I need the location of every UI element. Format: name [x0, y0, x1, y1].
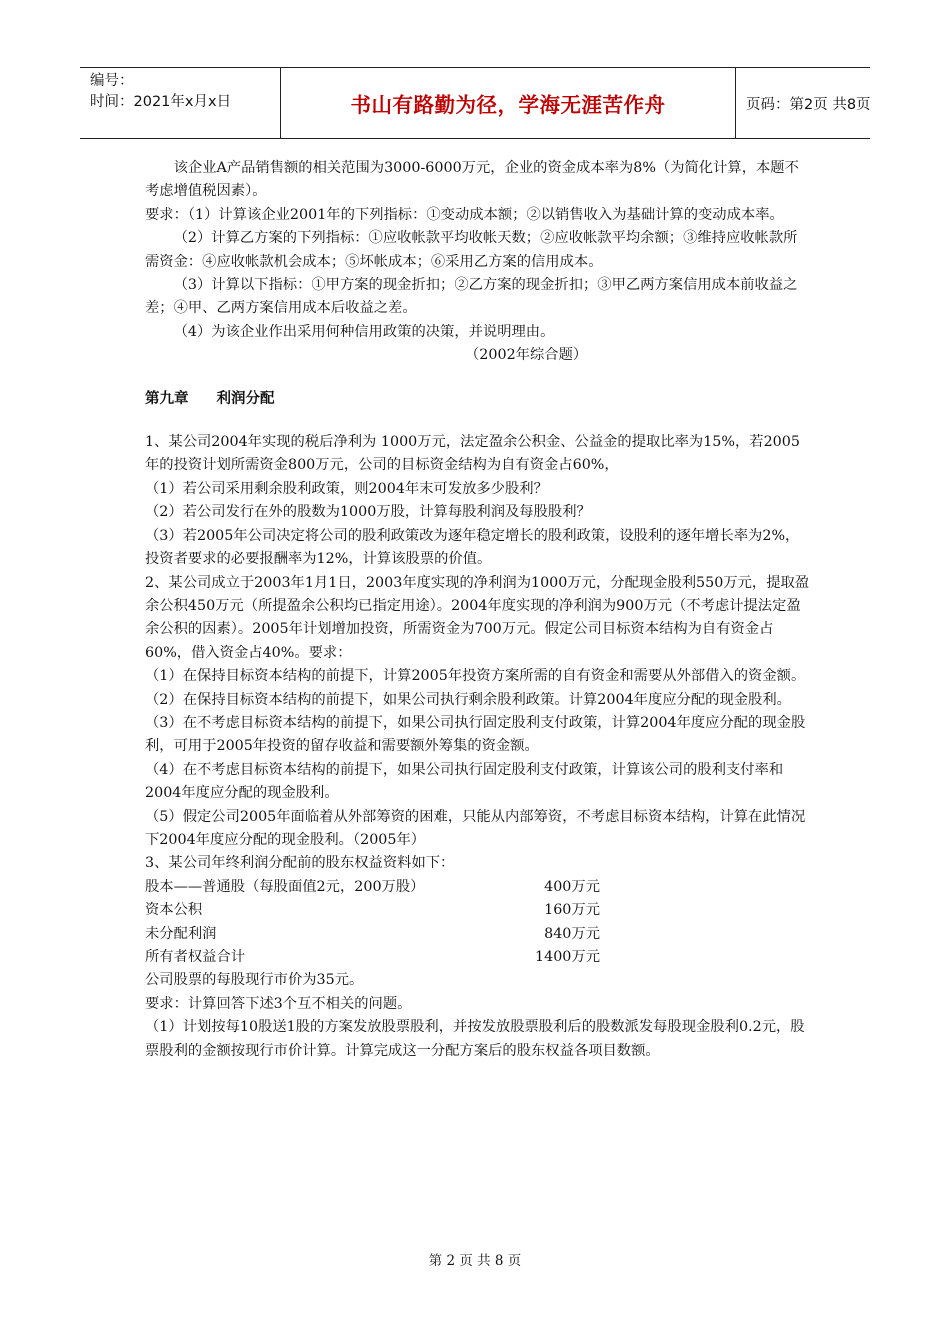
paragraph: 该企业A产品销售额的相关范围为3000-6000万元，企业的资金成本率为8%（为简化计算，本题不考虑增值税因素）。 — [145, 160, 799, 200]
header-date: 时间：2021年x月x日 — [90, 94, 232, 110]
equity-value: 1400万元 — [535, 949, 600, 965]
paragraph: 公司股票的每股现行市价为35元。 — [145, 972, 364, 989]
paragraph: 要求：（1）计算该企业2001年的下列指标：①变动成本额；②以销售收入为基础计算的变动成本率。 — [145, 206, 784, 223]
equity-label: 股本——普通股（每股面值2元，200万股） — [145, 878, 425, 895]
sub-question: （1）若公司采用剩余股利政策，则2004年末可发放多少股利？ — [145, 480, 548, 497]
header-motto-cell — [280, 68, 736, 138]
chapter-title: 利润分配 — [216, 390, 275, 407]
paragraph: 要求：计算回答下述3个互不相关的问题。 — [145, 995, 412, 1012]
sub-question: （1）在保持目标资本结构的前提下，计算2005年投资方案所需的自有资金和需要从外部借入的资金额。 — [145, 668, 806, 685]
sub-question: （1）计划按每10股送1股的方案发放股票股利，并按发放股票股利后的股数派发每股现金股利0.2元，股票股利的金额按现行市价计算。计算完成这一分配方案后的股东权益各项目数额。 — [145, 1019, 805, 1059]
paragraph: （3）计算以下指标：①甲方案的现金折扣；②乙方案的现金折扣；③甲乙两方案信用成本前收益之差；④甲、乙两方案信用成本后收益之差。 — [145, 277, 798, 317]
source-note: （2002年综合题） — [465, 347, 588, 364]
header-motto: 书山有路勤为径，学海无涯苦作舟 — [350, 93, 666, 117]
sub-question: （3）若2005年公司决定将公司的股利政策改为逐年稳定增长的股利政策，设股利的逐年增长率为2%，投资者要求的必要报酬率为12%，计算该股票的价值。 — [145, 527, 800, 568]
page-header — [80, 67, 870, 139]
document-body — [145, 157, 810, 1063]
sub-question: （5）假定公司2005年面临着从外部筹资的困难，只能从内部筹资，不考虑目标资本结构，计算在此情况下2004年度应分配的现金股利。（2005年） — [145, 808, 806, 848]
header-meta — [80, 68, 280, 141]
sub-question: （2）若公司发行在外的股数为1000万股，计算每股利润及每股股利？ — [145, 504, 591, 521]
chapter-heading — [145, 388, 810, 411]
equity-label: 未分配利润 — [145, 925, 217, 942]
paragraph: （4）为该企业作出采用何种信用政策的决策，并说明理由。 — [173, 323, 555, 340]
equity-value: 160万元 — [544, 902, 600, 919]
equity-row — [145, 876, 810, 899]
equity-label: 资本公积 — [145, 902, 203, 919]
equity-table — [145, 876, 810, 970]
equity-value: 400万元 — [544, 878, 600, 895]
chapter-number: 第九章 — [145, 390, 189, 407]
question: 1、某公司2004年实现的税后净利为 1000万元，法定盈余公积金、公益金的提取比率为15%，若2005年的投资计划所需资金800万元，公司的目标资金结构为自有资金占60%， — [145, 434, 800, 474]
question: 2、某公司成立于2003年1月1日，2003年度实现的净利润为1000万元，分配现金股利550万元，提取盈余公积450万元（所提盈余公积均已指定用途）。2004年度实现的净利润为900万元（不考虑计提法定盈余公积的因素）。2005年计划增加投资，所需资金为700万元。假定公司目标资本结构为自有资金占60%，借入资金占40%。要求： — [145, 574, 810, 661]
page-footer: 第 2 页 共 8 页 — [428, 1253, 522, 1269]
equity-row — [145, 946, 810, 969]
equity-row — [145, 923, 810, 946]
sub-question: （3）在不考虑目标资本结构的前提下，如果公司执行固定股利支付政策，计算2004年度应分配的现金股利，可用于2005年投资的留存收益和需要额外筹集的资金额。 — [145, 714, 806, 755]
paragraph: （2）计算乙方案的下列指标：①应收帐款平均收帐天数；②应收帐款平均余额；③维持应收帐款所需资金：④应收帐款机会成本；⑤坏帐成本；⑥采用乙方案的信用成本。 — [145, 230, 798, 270]
question: 3、某公司年终利润分配前的股东权益资料如下： — [145, 855, 455, 872]
sub-question: （4）在不考虑目标资本结构的前提下，如果公司执行固定股利支付政策，计算该公司的股利支付率和2004年度应分配的现金股利。 — [145, 761, 784, 802]
equity-row — [145, 899, 810, 922]
header-page-number: 页码：第2页 共8页 — [746, 96, 871, 113]
equity-value: 840万元 — [544, 925, 600, 942]
equity-label: 所有者权益合计 — [145, 949, 246, 965]
sub-question: （2）在保持目标资本结构的前提下，如果公司执行剩余股利政策。计算2004年度应分配的现金股利。 — [145, 691, 791, 708]
header-number: 编号： — [90, 73, 134, 89]
